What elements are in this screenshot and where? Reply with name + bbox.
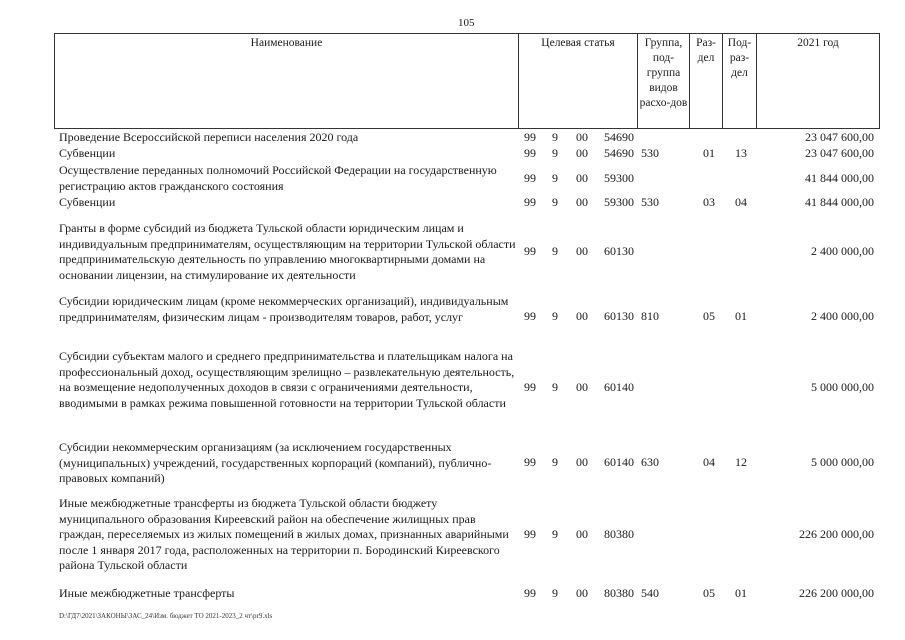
- table-row: [0, 146, 905, 162]
- cell-c1: 99: [524, 171, 536, 185]
- cell-c1: 99: [524, 455, 536, 469]
- table-row: [0, 221, 905, 283]
- cell-c3: 00: [576, 309, 588, 323]
- cell-sub: 01: [735, 586, 747, 600]
- cell-c1: 99: [524, 146, 536, 160]
- header-subsection: Под-раз-дел: [722, 33, 756, 128]
- cell-c2: 9: [552, 455, 558, 469]
- cell-c2: 9: [552, 171, 558, 185]
- cell-sub: 04: [735, 195, 747, 209]
- cell-sub: 13: [735, 146, 747, 160]
- row-name: Гранты в форме субсидий из бюджета Тульской области юридическим лицам и индивидуальным предпринимателям, осуществляющим на территории Тульской области предпринимательскую деятельность по управлению многоквартирными домами на основании лицензии, на стимулирование их деятельности: [59, 221, 516, 282]
- cell-sec: 05: [703, 586, 715, 600]
- cell-c4: 80380: [604, 586, 634, 600]
- cell-group: 530: [641, 146, 659, 160]
- cell-group: 810: [641, 309, 659, 323]
- cell-sub: 01: [735, 309, 747, 323]
- cell-c3: 00: [576, 586, 588, 600]
- cell-c4: 54690: [604, 130, 634, 144]
- cell-c4: 80380: [604, 527, 634, 541]
- cell-sub: 12: [735, 455, 747, 469]
- row-name: Субвенции: [59, 195, 116, 209]
- cell-amount: 5 000 000,00: [811, 380, 874, 394]
- table-row: [0, 586, 905, 602]
- cell-c3: 00: [576, 146, 588, 160]
- cell-c1: 99: [524, 527, 536, 541]
- cell-c3: 00: [576, 130, 588, 144]
- row-name: Субсидии субъектам малого и среднего предпринимательства и плательщикам налога на профессиональный доход, осуществляющим зрелищно – развлекательную деятельность, на возмещение недополученных доходов в связи с ограничениями деятельности, вводимыми в рамках режима повышенной готовности на территории Тульской области: [59, 349, 515, 410]
- cell-c3: 00: [576, 380, 588, 394]
- header-divider: [54, 128, 880, 129]
- cell-c1: 99: [524, 130, 536, 144]
- cell-group: 530: [641, 195, 659, 209]
- table-row: [0, 163, 905, 195]
- cell-amount: 2 400 000,00: [811, 244, 874, 258]
- cell-c3: 00: [576, 527, 588, 541]
- cell-c3: 00: [576, 171, 588, 185]
- cell-group: 540: [641, 586, 659, 600]
- cell-c2: 9: [552, 195, 558, 209]
- cell-c4: 59300: [604, 171, 634, 185]
- cell-amount: 41 844 000,00: [805, 171, 874, 185]
- cell-amount: 23 047 600,00: [805, 130, 874, 144]
- cell-c1: 99: [524, 195, 536, 209]
- header-target: Целевая статья: [518, 33, 637, 128]
- cell-c1: 99: [524, 244, 536, 258]
- cell-c3: 00: [576, 455, 588, 469]
- cell-sec: 01: [703, 146, 715, 160]
- header-year: 2021 год: [756, 33, 880, 128]
- page-number: 105: [458, 17, 475, 29]
- cell-c4: 60140: [604, 380, 634, 394]
- table-row: [0, 349, 905, 427]
- cell-amount: 23 047 600,00: [805, 146, 874, 160]
- cell-c3: 00: [576, 195, 588, 209]
- cell-group: 630: [641, 455, 659, 469]
- row-name: Иные межбюджетные трансферты из бюджета Тульской области бюджету муниципального образования Киреевский район на обеспечение жилищных прав граждан, переселяемых из жилых помещений в жилых домах, признанных аварийными после 1 января 2017 года, расположенных на территории п. Бородинский Киреевского района Тульской области: [59, 496, 509, 572]
- cell-c3: 00: [576, 244, 588, 258]
- cell-c2: 9: [552, 380, 558, 394]
- row-name: Субсидии юридическим лицам (кроме некоммерческих организаций), индивидуальным предпринимателям, физическим лицам - производителям товаров, работ, услуг: [59, 294, 509, 324]
- cell-c4: 60130: [604, 309, 634, 323]
- table-row: [0, 440, 905, 486]
- cell-sec: 04: [703, 455, 715, 469]
- cell-c2: 9: [552, 130, 558, 144]
- cell-c1: 99: [524, 380, 536, 394]
- cell-sec: 05: [703, 309, 715, 323]
- header-section: Раз-дел: [689, 33, 722, 128]
- cell-amount: 226 200 000,00: [799, 527, 874, 541]
- cell-c4: 60140: [604, 455, 634, 469]
- row-name: Осуществление переданных полномочий Российской Федерации на государственную регистрацию актов гражданского состояния: [59, 163, 497, 193]
- cell-c4: 60130: [604, 244, 634, 258]
- cell-c4: 59300: [604, 195, 634, 209]
- cell-amount: 2 400 000,00: [811, 309, 874, 323]
- table-row: [0, 130, 905, 146]
- table-row: [0, 195, 905, 211]
- row-name: Проведение Всероссийской переписи населения 2020 года: [59, 130, 359, 144]
- cell-c2: 9: [552, 244, 558, 258]
- cell-sec: 03: [703, 195, 715, 209]
- cell-c1: 99: [524, 309, 536, 323]
- row-name: Иные межбюджетные трансферты: [59, 586, 235, 600]
- header-name: Наименование: [54, 33, 518, 128]
- cell-c4: 54690: [604, 146, 634, 160]
- cell-c2: 9: [552, 586, 558, 600]
- cell-amount: 226 200 000,00: [799, 586, 874, 600]
- table-row: [0, 496, 905, 574]
- file-path-footer: D:\ГД7\2021\ЗАКОНЫ\ЗАС_24\Изм. бюджет ТО 2021-2023_2 чт\pr9.xls: [59, 612, 273, 620]
- header-group: Группа, под-группа видов расхо-дов: [637, 33, 689, 128]
- cell-amount: 5 000 000,00: [811, 455, 874, 469]
- table-row: [0, 294, 905, 340]
- cell-c2: 9: [552, 309, 558, 323]
- row-name: Субсидии некоммерческим организациям (за исключением государственных (муниципальных) учреждений, государственных корпораций (компаний), публично-правовых компаний): [59, 440, 492, 485]
- cell-amount: 41 844 000,00: [805, 195, 874, 209]
- row-name: Субвенции: [59, 146, 116, 160]
- cell-c2: 9: [552, 146, 558, 160]
- cell-c1: 99: [524, 586, 536, 600]
- cell-c2: 9: [552, 527, 558, 541]
